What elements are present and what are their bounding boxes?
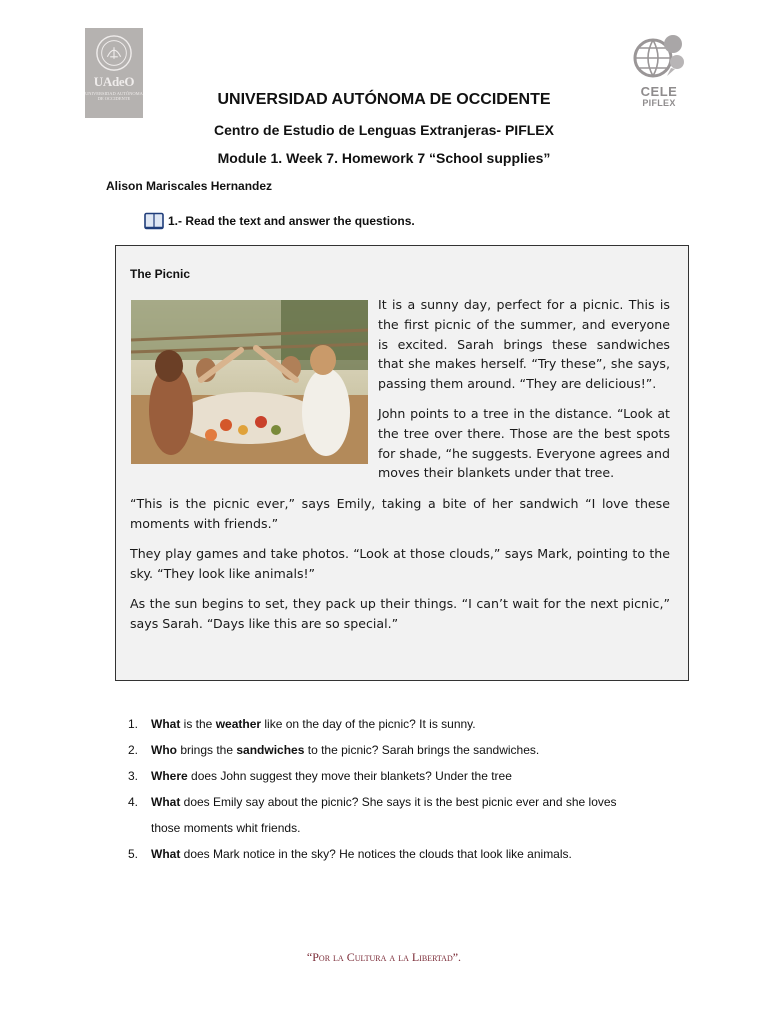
book-icon (144, 212, 164, 230)
question-item (128, 711, 648, 737)
question-word: Where (151, 769, 188, 783)
story-paragraph: John points to a tree in the distance. “Look at the tree over there. Those are the best spots for shade, “he suggests. Everyone agrees and moves their blankets under that tree. (378, 406, 670, 481)
picnic-photo (131, 300, 368, 464)
logo-subtext: UNIVERSIDAD AUTÓNOMA DE OCCIDENTE (85, 91, 143, 101)
story-paragraph: It is a sunny day, perfect for a picnic. This is the first picnic of the summer, and everyone is excited. Sarah brings these sandwiches that she makes herself. “Try these”, she says, passing them around. “They are delicious!”. (378, 297, 670, 392)
question-word: Who (151, 743, 177, 757)
footer-motto: “Por la Cultura a la Libertad”. (306, 950, 462, 964)
question-keyword: sandwiches (236, 743, 305, 757)
picnic-photo-illustration (131, 300, 368, 464)
question-item (128, 789, 648, 841)
logo-cele-text: CELE (640, 84, 678, 99)
center-title: Centro de Estudio de Lenguas Extranjeras- PIFLEX (214, 122, 554, 138)
question-text: does Mark notice in the sky? He notices the clouds that look like animals. (180, 847, 572, 861)
question-number: 5. (128, 847, 139, 861)
question-number: 2. (128, 743, 139, 757)
reading-title: The Picnic (130, 267, 191, 281)
module-title: Module 1. Week 7. Homework 7 “School supplies” (217, 150, 551, 166)
question-answer: like on the day of the picnic? It is sunny. (261, 717, 476, 731)
globe-speech-icon (631, 32, 687, 84)
question-number: 4. (128, 795, 139, 809)
question-word: What (151, 847, 181, 861)
logo-uadeo-text: UAdeO (93, 74, 135, 89)
reading-box (115, 245, 689, 681)
question-item (128, 737, 648, 763)
university-seal-icon (95, 34, 133, 72)
story-paragraph: They play games and take photos. “Look at those clouds,” says Mark, pointing to the sky. “They look like animals!” (130, 546, 670, 581)
question-number: 1. (128, 717, 139, 731)
question-number: 3. (128, 769, 139, 783)
question-keyword: weather (215, 717, 262, 731)
story-paragraph: “This is the picnic ever,” says Emily, taking a bite of her sandwich “I love these moments with friends.” (130, 496, 670, 531)
question-text: does Emily say about the picnic? She says it is the best picnic ever and she loves those moments whit friends. (151, 795, 617, 835)
instruction (144, 212, 415, 230)
question-text: brings the (177, 743, 237, 757)
question-text: is the (180, 717, 216, 731)
question-list (128, 711, 648, 867)
university-title: UNIVERSIDAD AUTÓNOMA DE OCCIDENTE (217, 91, 551, 108)
question-word: What (151, 795, 181, 809)
question-word: What (151, 717, 181, 731)
question-text: does John suggest they move their blankets? Under the tree (187, 769, 512, 783)
instruction-text: 1.- Read the text and answer the questions. (168, 214, 415, 228)
logo-piflex-text: PIFLEX (642, 98, 676, 108)
student-name: Alison Mariscales Hernandez (106, 179, 273, 193)
story-paragraph: As the sun begins to set, they pack up their things. “I can’t wait for the next picnic,” says Sarah. “Days like this are so special.” (130, 596, 670, 631)
question-item (128, 841, 648, 867)
question-item (128, 763, 648, 789)
question-answer: to the picnic? Sarah brings the sandwiches. (304, 743, 540, 757)
